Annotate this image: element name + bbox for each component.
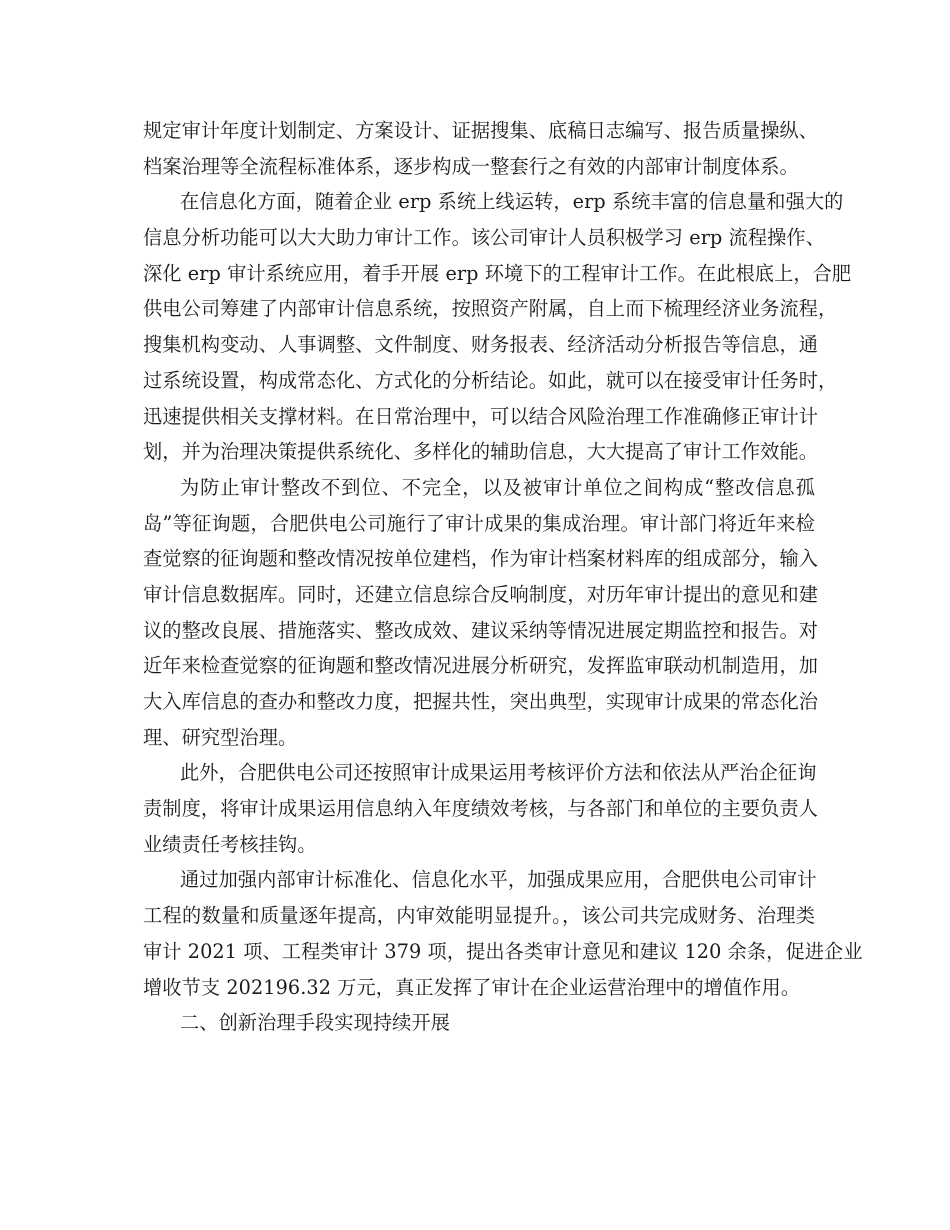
- paragraph-line: 业绩责任考核挂钩。: [143, 832, 317, 856]
- paragraph-line: 过系统设置，构成常态化、方式化的分析结论。如此，就可以在接受审计任务时，: [143, 368, 838, 392]
- paragraph-line: 审计 2021 项、工程类审计 379 项，提出各类审计意见和建议 120 余条，促进企业: [143, 939, 863, 963]
- paragraph-first-line: 二、创新治理手段实现持续开展: [180, 1011, 451, 1035]
- paragraph-line: 搜集机构变动、人事调整、文件制度、财务报表、经济活动分析报告等信息，通: [143, 333, 819, 357]
- paragraph-first-line: 为防止审计整改不到位、不完全，以及被审计单位之间构成“整改信息孤: [180, 475, 815, 499]
- paragraph-line: 迅速提供相关支撑材料。在日常治理中，可以结合风险治理工作准确修正审计计: [143, 404, 819, 428]
- paragraph-first-line: 在信息化方面，随着企业 erp 系统上线运转，erp 系统丰富的信息量和强大的: [180, 190, 844, 214]
- paragraph-line: 信息分析功能可以大大助力审计工作。该公司审计人员积极学习 erp 流程操作、: [143, 226, 825, 250]
- paragraph-line: 近年来检查觉察的征询题和整改情况进展分析研究，发挥监审联动机制造用，加: [143, 654, 819, 678]
- paragraph-line: 审计信息数据库。同时，还建立信息综合反响制度，对历年审计提出的意见和建: [143, 582, 819, 606]
- paragraph-line: 责制度，将审计成果运用信息纳入年度绩效考核，与各部门和单位的主要负责人: [143, 797, 819, 821]
- paragraph-line: 理、研究型治理。: [143, 725, 298, 749]
- paragraph-line: 增收节支 202196.32 万元，真正发挥了审计在企业运营治理中的增值作用。: [143, 975, 801, 999]
- paragraph-first-line: 通过加强内部审计标准化、信息化水平，加强成果应用，合肥供电公司审计: [180, 868, 817, 892]
- paragraph-line: 查觉察的征询题和整改情况按单位建档，作为审计档案材料库的组成部分，输入: [143, 547, 819, 571]
- paragraph-first-line: 此外，合肥供电公司还按照审计成果运用考核评价方法和依法从严治企征询: [180, 761, 817, 785]
- paragraph-line: 岛”等征询题，合肥供电公司施行了审计成果的集成治理。审计部门将近年来检: [143, 511, 815, 535]
- paragraph-line: 议的整改良展、措施落实、整改成效、建议采纳等情况进展定期监控和报告。对: [143, 618, 819, 642]
- document-body: [143, 113, 863, 1041]
- paragraph-line: 供电公司筹建了内部审计信息系统，按照资产附属，自上而下梳理经济业务流程，: [143, 297, 838, 321]
- paragraph-line: 档案治理等全流程标准体系，逐步构成一整套行之有效的内部审计制度体系。: [143, 154, 799, 178]
- paragraph-line: 深化 erp 审计系统应用，着手开展 erp 环境下的工程审计工作。在此根底上，合肥: [143, 261, 852, 285]
- paragraph-line: 规定审计年度计划制定、方案设计、证据搜集、底稿日志编写、报告质量操纵、: [143, 119, 819, 142]
- paragraph-line: 工程的数量和质量逐年提高，内审效能明显提升。，该公司共完成财务、治理类: [143, 904, 815, 928]
- paragraph-line: 划，并为治理决策提供系统化、多样化的辅助信息，大大提高了审计工作效能。: [143, 440, 819, 464]
- paragraph-line: 大入库信息的查办和整改力度，把握共性，突出典型，实现审计成果的常态化治: [143, 690, 819, 713]
